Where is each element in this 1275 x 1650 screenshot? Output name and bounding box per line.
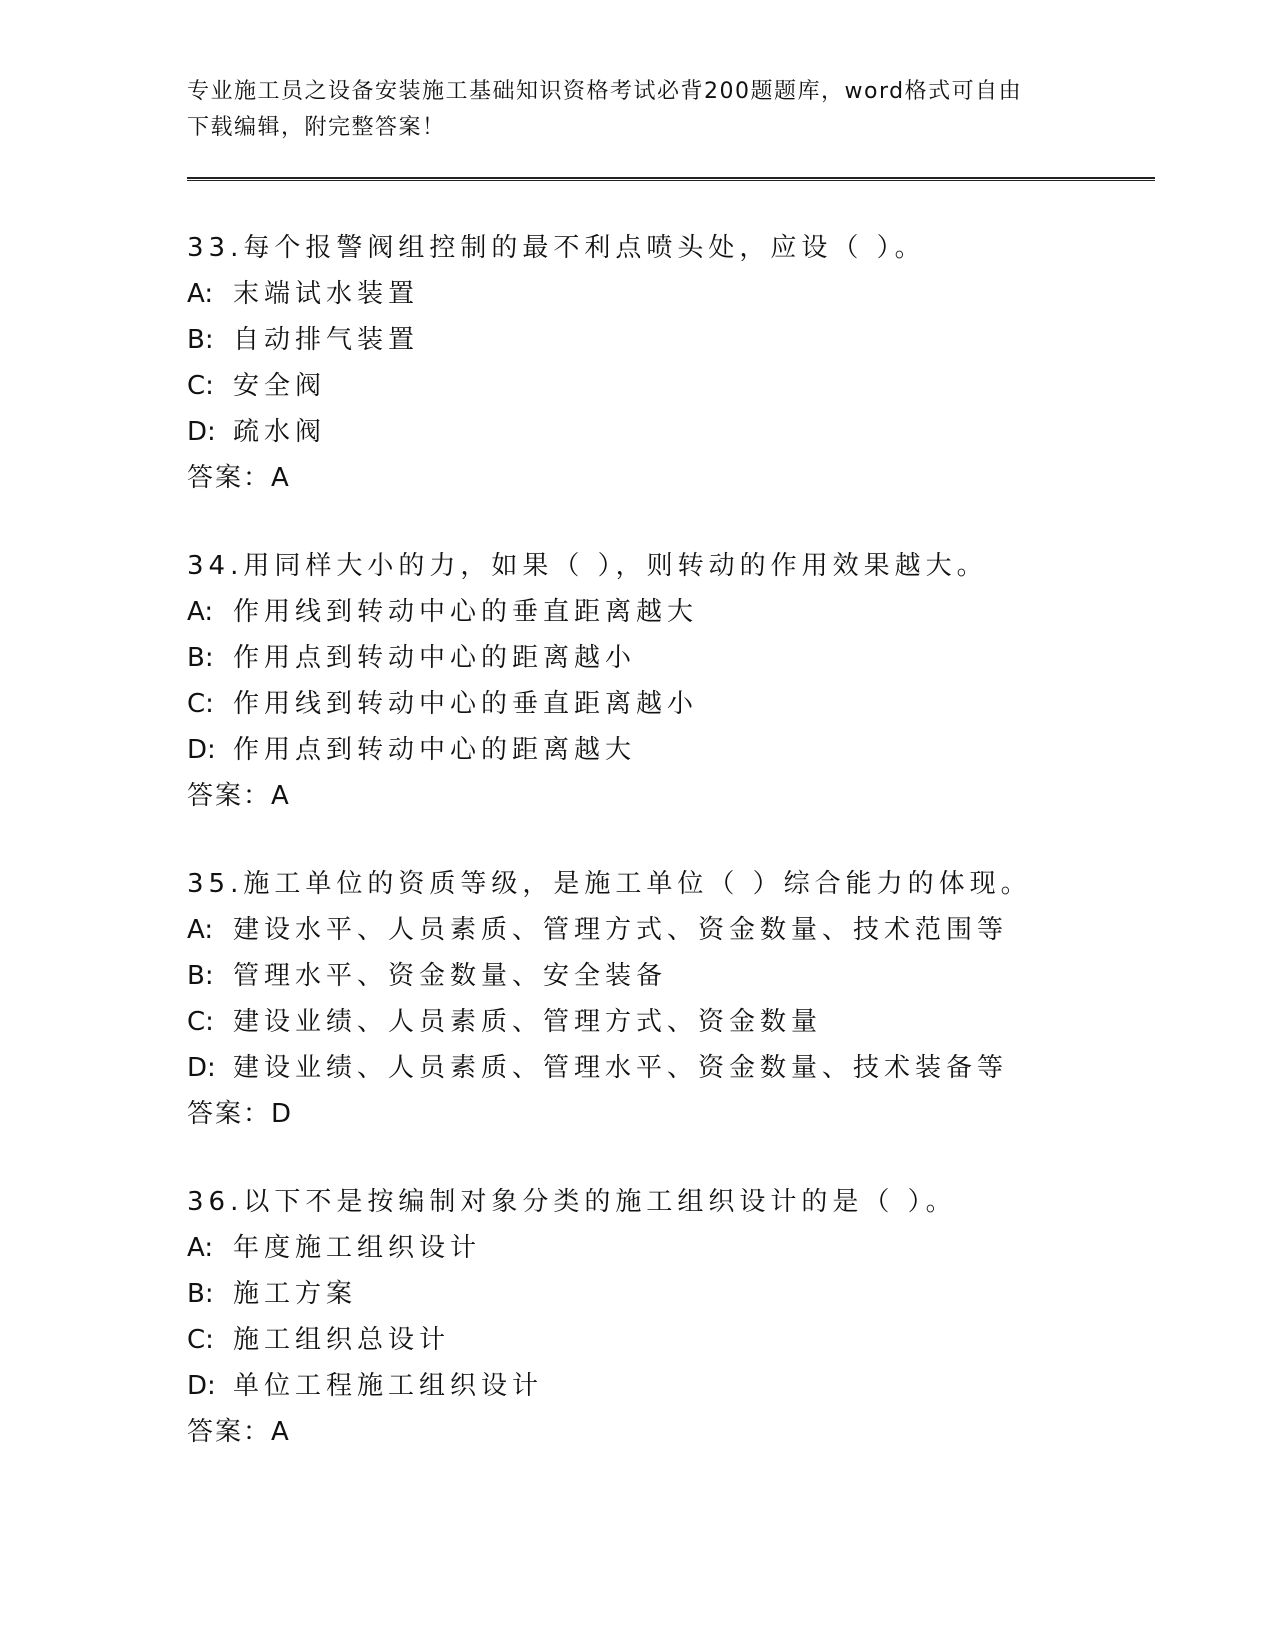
question-stem: 34.用同样大小的力，如果（ ），则转动的作用效果越大。: [187, 551, 988, 581]
header-line-2: 下载编辑，附完整答案！: [187, 115, 446, 140]
option-text: 单位工程施工组织设计: [233, 1371, 544, 1401]
option-key: A:: [187, 915, 214, 945]
option-text: 管理水平、资金数量、安全装备: [233, 961, 668, 991]
option-c: [187, 681, 1147, 727]
option-key: A:: [187, 1233, 214, 1263]
option-b: [187, 317, 1147, 363]
answer-line: 答案：A: [187, 1417, 291, 1447]
option-d: [187, 409, 1147, 455]
option-text: 建设水平、人员素质、管理方式、资金数量、技术范围等: [233, 915, 1009, 945]
question-block: [187, 543, 1147, 819]
option-key: C:: [187, 1325, 214, 1355]
option-text: 作用点到转动中心的距离越大: [233, 735, 637, 765]
option-key: B:: [187, 961, 214, 991]
question-stem: 35.施工单位的资质等级，是施工单位（ ）综合能力的体现。: [187, 869, 1032, 899]
option-text: 安全阀: [233, 371, 327, 401]
option-text: 年度施工组织设计: [233, 1233, 482, 1263]
header-line-1: 专业施工员之设备安装施工基础知识资格考试必背200题题库，word格式可自由: [187, 79, 1023, 104]
option-c: [187, 999, 1147, 1045]
option-b: [187, 953, 1147, 999]
option-text: 施工方案: [233, 1279, 358, 1309]
option-key: D:: [187, 1371, 216, 1401]
question-stem: 36.以下不是按编制对象分类的施工组织设计的是（ ）。: [187, 1187, 957, 1217]
option-key: A:: [187, 279, 214, 309]
question-block: [187, 861, 1147, 1137]
answer-line: 答案：A: [187, 463, 291, 493]
option-a: [187, 271, 1147, 317]
option-text: 疏水阀: [233, 417, 327, 447]
option-b: [187, 1271, 1147, 1317]
option-text: 作用线到转动中心的垂直距离越大: [233, 597, 699, 627]
question-stem: 33.每个报警阀组控制的最不利点喷头处，应设（ ）。: [187, 233, 926, 263]
question-block: [187, 225, 1147, 501]
answer-line: 答案：A: [187, 781, 291, 811]
option-d: [187, 1363, 1147, 1409]
option-text: 末端试水装置: [233, 279, 420, 309]
option-key: D:: [187, 417, 216, 447]
option-d: [187, 1045, 1147, 1091]
header-divider: [187, 177, 1155, 181]
option-d: [187, 727, 1147, 773]
option-key: C:: [187, 371, 214, 401]
option-text: 施工组织总设计: [233, 1325, 451, 1355]
option-key: D:: [187, 1053, 216, 1083]
question-block: [187, 1179, 1147, 1455]
answer-line: 答案：D: [187, 1099, 294, 1129]
option-key: A:: [187, 597, 214, 627]
option-key: B:: [187, 1279, 214, 1309]
option-c: [187, 1317, 1147, 1363]
option-text: 建设业绩、人员素质、管理水平、资金数量、技术装备等: [233, 1053, 1009, 1083]
option-a: [187, 1225, 1147, 1271]
document-header: [187, 74, 1087, 146]
option-c: [187, 363, 1147, 409]
option-a: [187, 907, 1147, 953]
option-key: B:: [187, 325, 214, 355]
option-a: [187, 589, 1147, 635]
option-text: 自动排气装置: [233, 325, 420, 355]
option-text: 作用线到转动中心的垂直距离越小: [233, 689, 699, 719]
option-text: 作用点到转动中心的距离越小: [233, 643, 637, 673]
option-key: B:: [187, 643, 214, 673]
option-key: D:: [187, 735, 216, 765]
option-b: [187, 635, 1147, 681]
option-key: C:: [187, 689, 214, 719]
option-key: C:: [187, 1007, 214, 1037]
option-text: 建设业绩、人员素质、管理方式、资金数量: [233, 1007, 823, 1037]
